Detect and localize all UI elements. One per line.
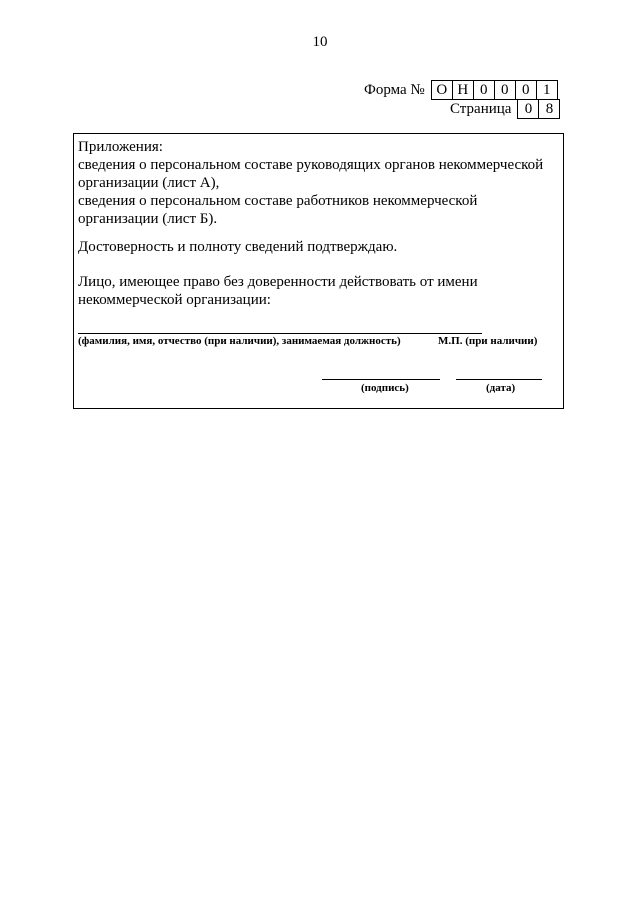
signature-line [322, 379, 440, 380]
stamp-caption: М.П. (при наличии) [438, 335, 538, 347]
form-page-cells [517, 99, 560, 119]
date-caption: (дата) [486, 382, 516, 394]
appendix-line: сведения о персональном составе руководящих органов некоммерческой [78, 157, 544, 173]
form-page-cell: 0 [524, 101, 533, 117]
form-page-row [450, 99, 560, 119]
page-number: 10 [312, 34, 328, 50]
appendix-line: сведения о персональном составе работников некоммерческой [78, 193, 478, 209]
form-code-cell: 0 [494, 81, 515, 99]
form-code-cell: 0 [473, 81, 494, 99]
form-body-box [73, 133, 564, 409]
form-code-cells [431, 80, 558, 100]
authorized-person-text: Лицо, имеющее право без доверенности действовать от имени [78, 274, 478, 290]
date-line [456, 379, 542, 380]
form-code-cell: 0 [515, 81, 536, 99]
form-code-cell: О [436, 82, 448, 98]
appendix-title: Приложения: [78, 139, 163, 155]
form-page-cell: 8 [538, 100, 559, 118]
name-position-caption: (фамилия, имя, отчество (при наличии), занимаемая должность) [78, 335, 401, 347]
authorized-person-text: некоммерческой организации: [78, 292, 271, 308]
appendix-line: организации (лист Б). [78, 211, 218, 227]
form-code-cell: Н [452, 81, 473, 99]
name-position-line [78, 333, 482, 334]
appendix-line: организации (лист А), [78, 175, 220, 191]
confirmation-text: Достоверность и полноту сведений подтверждаю. [78, 239, 398, 255]
form-page-label: Страница [450, 100, 512, 117]
signature-caption: (подпись) [361, 382, 409, 394]
form-number-label: Форма № [364, 81, 425, 98]
form-number-row [364, 80, 558, 100]
form-code-cell: 1 [536, 81, 557, 99]
